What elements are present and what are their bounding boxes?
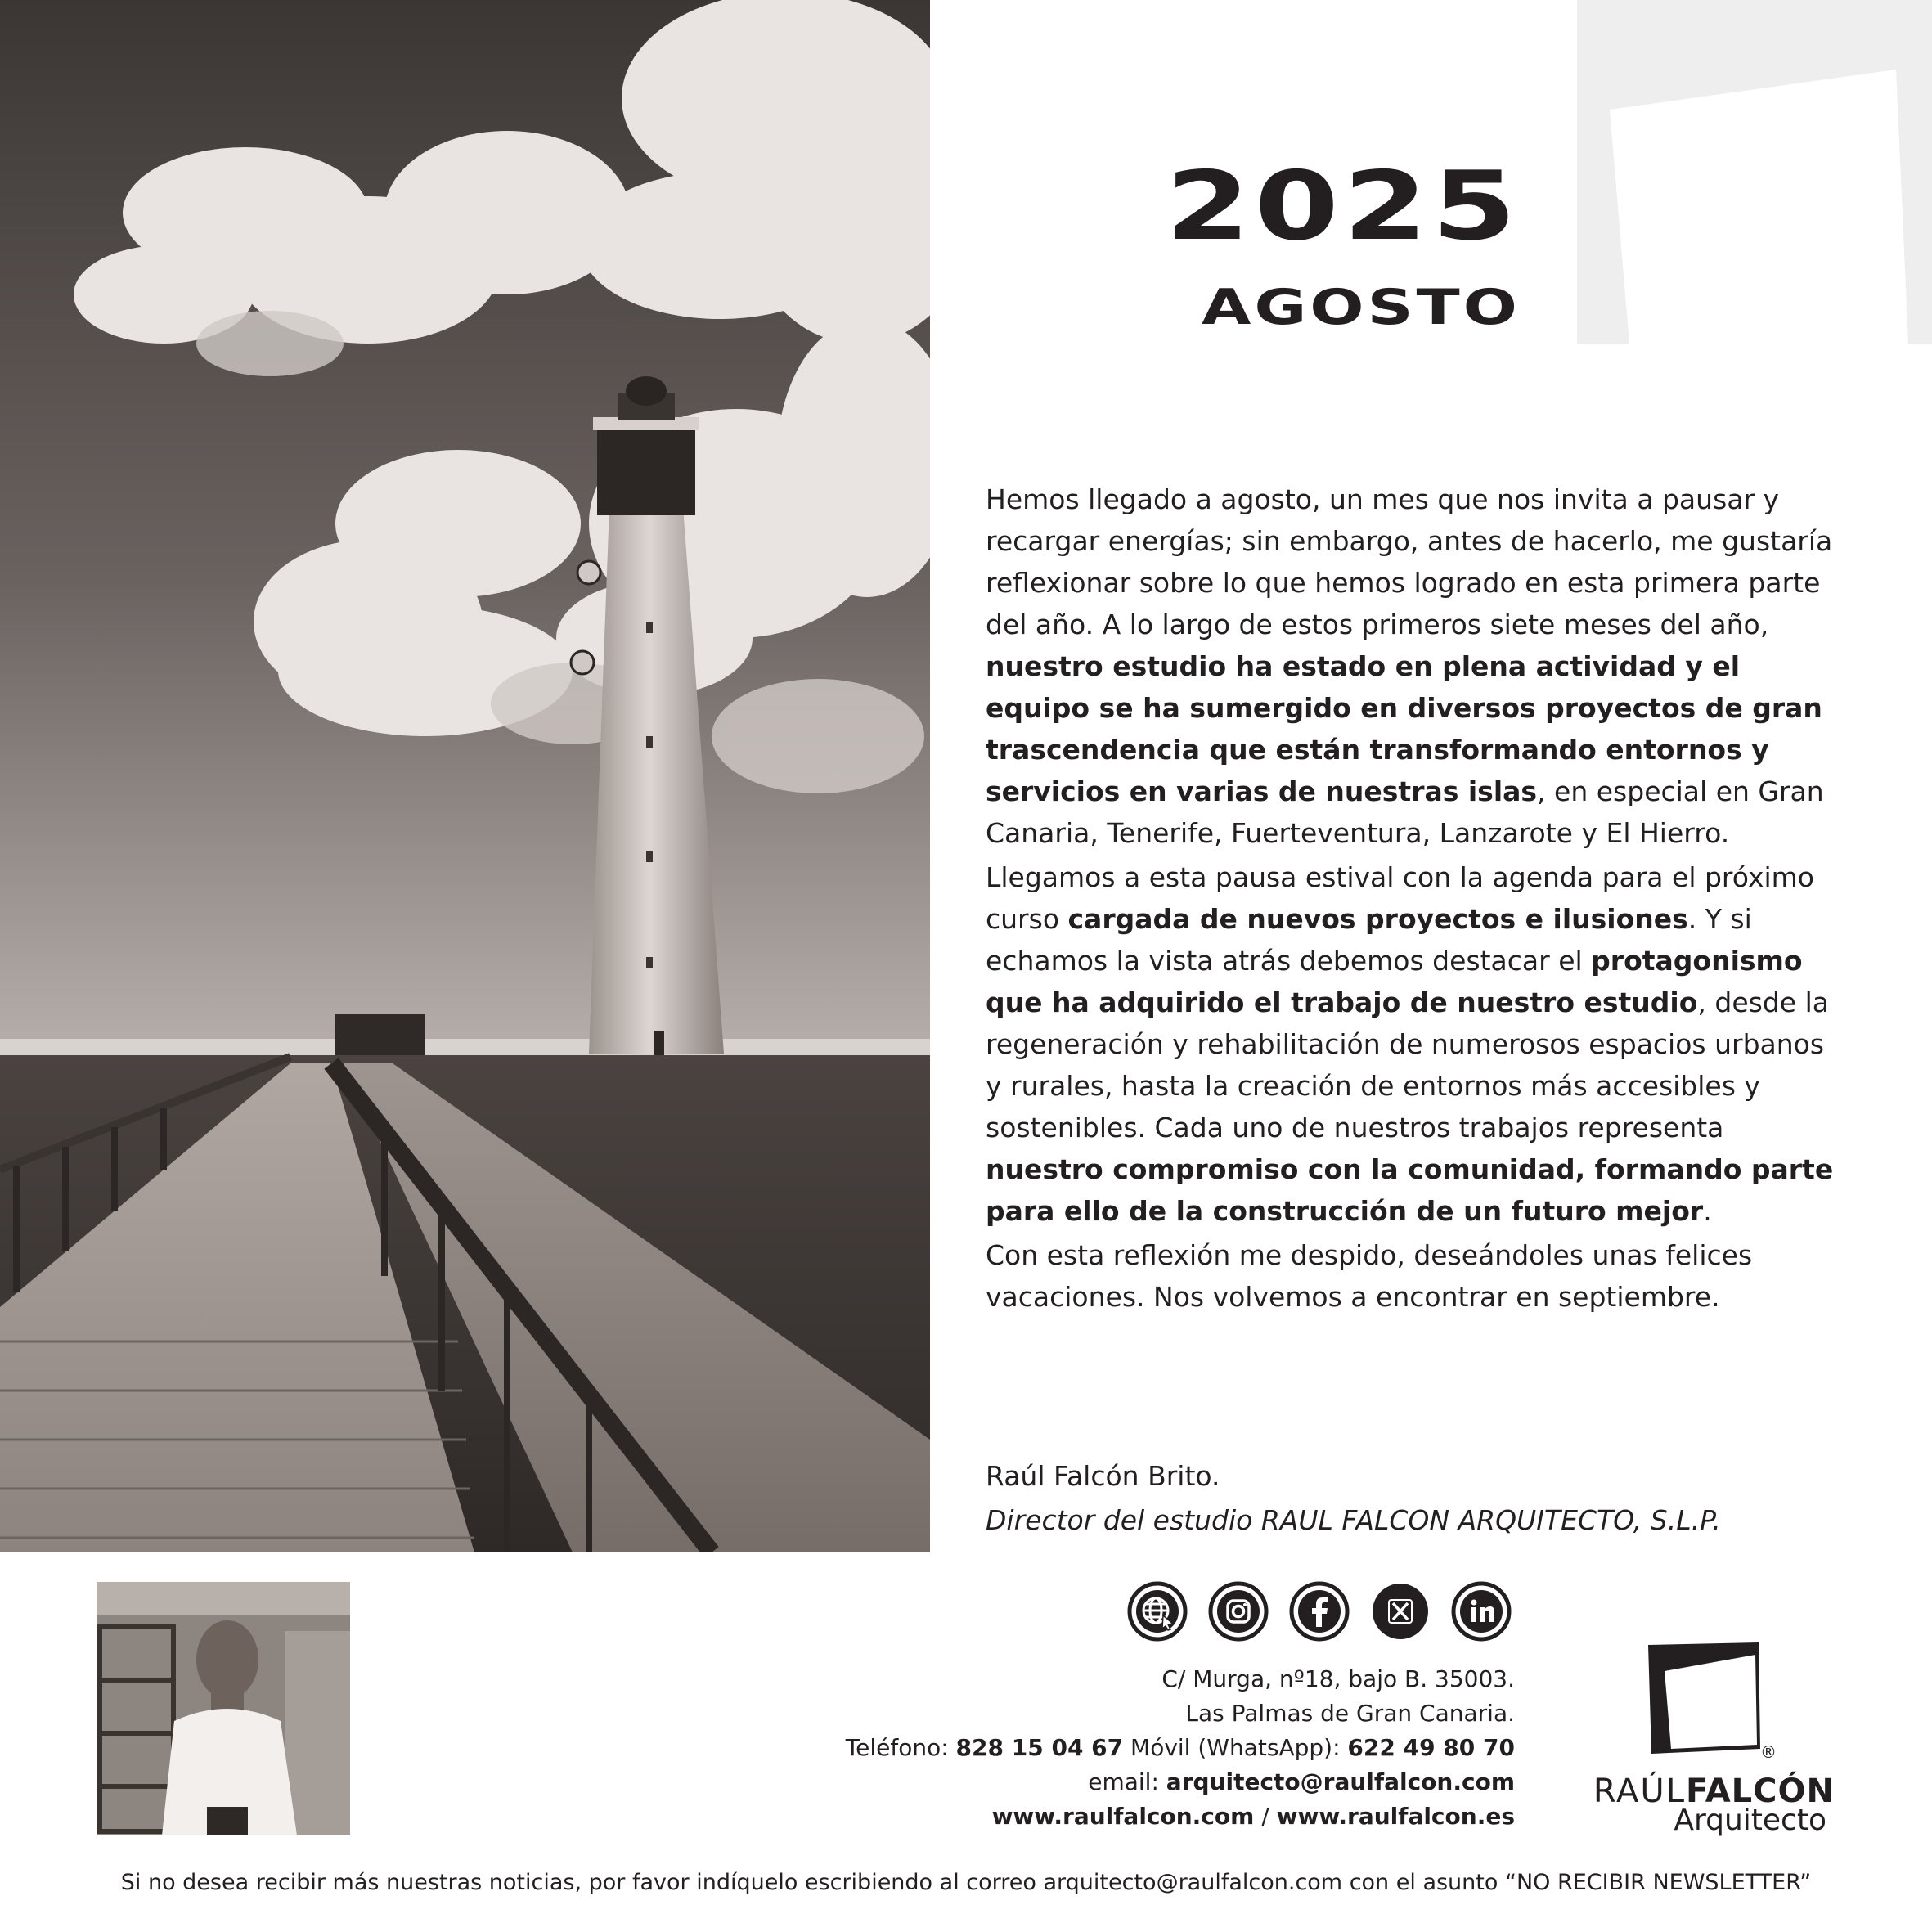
text-run: Hemos llegado a agosto, un mes que nos invita a pausar y recargar energías; sin embargo, antes de hacerlo, me gustaría reflexionar sobre lo que hemos logrado en esta primera parte del año. A lo largo de estos primeros siete meses del año, xyxy=(986,483,1833,640)
address-line-1: C/ Murga, nº18, bajo B. 35003. xyxy=(1161,1665,1515,1692)
email-label: email: xyxy=(1088,1768,1166,1795)
social-links xyxy=(1127,1581,1512,1642)
text-run: . Y si echamos la vista atrás debemos destacar el xyxy=(986,903,1752,977)
mobile-label: Móvil (WhatsApp): xyxy=(1123,1734,1348,1761)
text-run-bold: cargada de nuevos proyectos e ilusiones xyxy=(1067,903,1688,935)
calendar-year: 2025 xyxy=(1166,151,1521,262)
website-link-es[interactable]: www.raulfalcon.es xyxy=(1276,1803,1515,1830)
web-line xyxy=(846,1799,1515,1834)
website-link-com[interactable]: www.raulfalcon.com xyxy=(991,1803,1255,1830)
logo-subtitle: Arquitecto xyxy=(1674,1804,1826,1837)
text-run-bold: protagonismo que ha adquirido el trabajo de nuestro estudio xyxy=(986,945,1803,1018)
x-icon[interactable] xyxy=(1370,1581,1431,1642)
contact-info xyxy=(846,1662,1515,1834)
letter-paragraph-2 xyxy=(986,856,1840,1232)
phone-label: Teléfono: xyxy=(845,1734,956,1761)
phone-line xyxy=(846,1731,1515,1765)
text-run: , desde la regeneración y rehabilitación de numerosos espacios urbanos y rurales, hasta la creación de entornos más accesibles y sostenibles. Cada uno de nuestros trabajos representa xyxy=(986,986,1829,1143)
mobile-number[interactable]: 622 49 80 70 xyxy=(1347,1734,1515,1761)
signature xyxy=(986,1454,1721,1543)
letter-body xyxy=(986,479,1840,1320)
signature-role: Director del estudio RAUL FALCON ARQUITECTO, S.L.P. xyxy=(986,1504,1721,1536)
linkedin-icon[interactable] xyxy=(1451,1581,1512,1642)
text-run-bold: nuestro estudio ha estado en plena actividad y el equipo se ha sumergido en diversos proyectos de gran trascendencia que están transformando entornos y servicios en varias de nuestras islas xyxy=(986,650,1822,807)
corner-decoration xyxy=(1577,0,1932,344)
web-separator: / xyxy=(1254,1803,1277,1830)
text-run: Llegamos a esta pausa estival con la agenda para el próximo curso xyxy=(986,861,1814,935)
lighthouse-photo xyxy=(0,0,930,1552)
unsubscribe-footer: Si no desea recibir más nuestras noticias, por favor indíquelo escribiendo al correo arquitecto@raulfalcon.com con el asunto “NO RECIBIR NEWSLETTER” xyxy=(120,1870,1812,1895)
signature-name: Raúl Falcón Brito. xyxy=(986,1460,1220,1492)
registered-mark: ® xyxy=(1760,1742,1777,1762)
phone-number[interactable]: 828 15 04 67 xyxy=(955,1734,1124,1761)
letter-paragraph-3: Con esta reflexión me despido, deseándoles unas felices vacaciones. Nos volvemos a encontrar en septiembre. xyxy=(986,1239,1753,1313)
email-line xyxy=(846,1765,1515,1799)
text-run-bold: nuestro compromiso con la comunidad, formando parte para ello de la construcción de un futuro mejor xyxy=(986,1153,1834,1227)
facebook-icon[interactable] xyxy=(1289,1581,1350,1642)
address-line-2: Las Palmas de Gran Canaria. xyxy=(1185,1700,1515,1727)
text-run: . xyxy=(1703,1195,1712,1227)
company-logo-mark xyxy=(1644,1640,1787,1763)
text-run: , en especial en Gran Canaria, Tenerife, Fuerteventura, Lanzarote y El Hierro. xyxy=(986,775,1824,849)
instagram-icon[interactable] xyxy=(1208,1581,1269,1642)
logo-name-bold: FALCÓN xyxy=(1685,1772,1835,1810)
email-link[interactable]: arquitecto@raulfalcon.com xyxy=(1166,1768,1515,1795)
calendar-month: AGOSTO xyxy=(1202,279,1521,336)
author-portrait xyxy=(97,1582,350,1835)
logo-name-light: RAÚL xyxy=(1593,1772,1686,1810)
globe-icon[interactable] xyxy=(1127,1581,1188,1642)
letter-paragraph-1 xyxy=(986,479,1840,854)
company-logo-text xyxy=(1573,1773,1835,1835)
